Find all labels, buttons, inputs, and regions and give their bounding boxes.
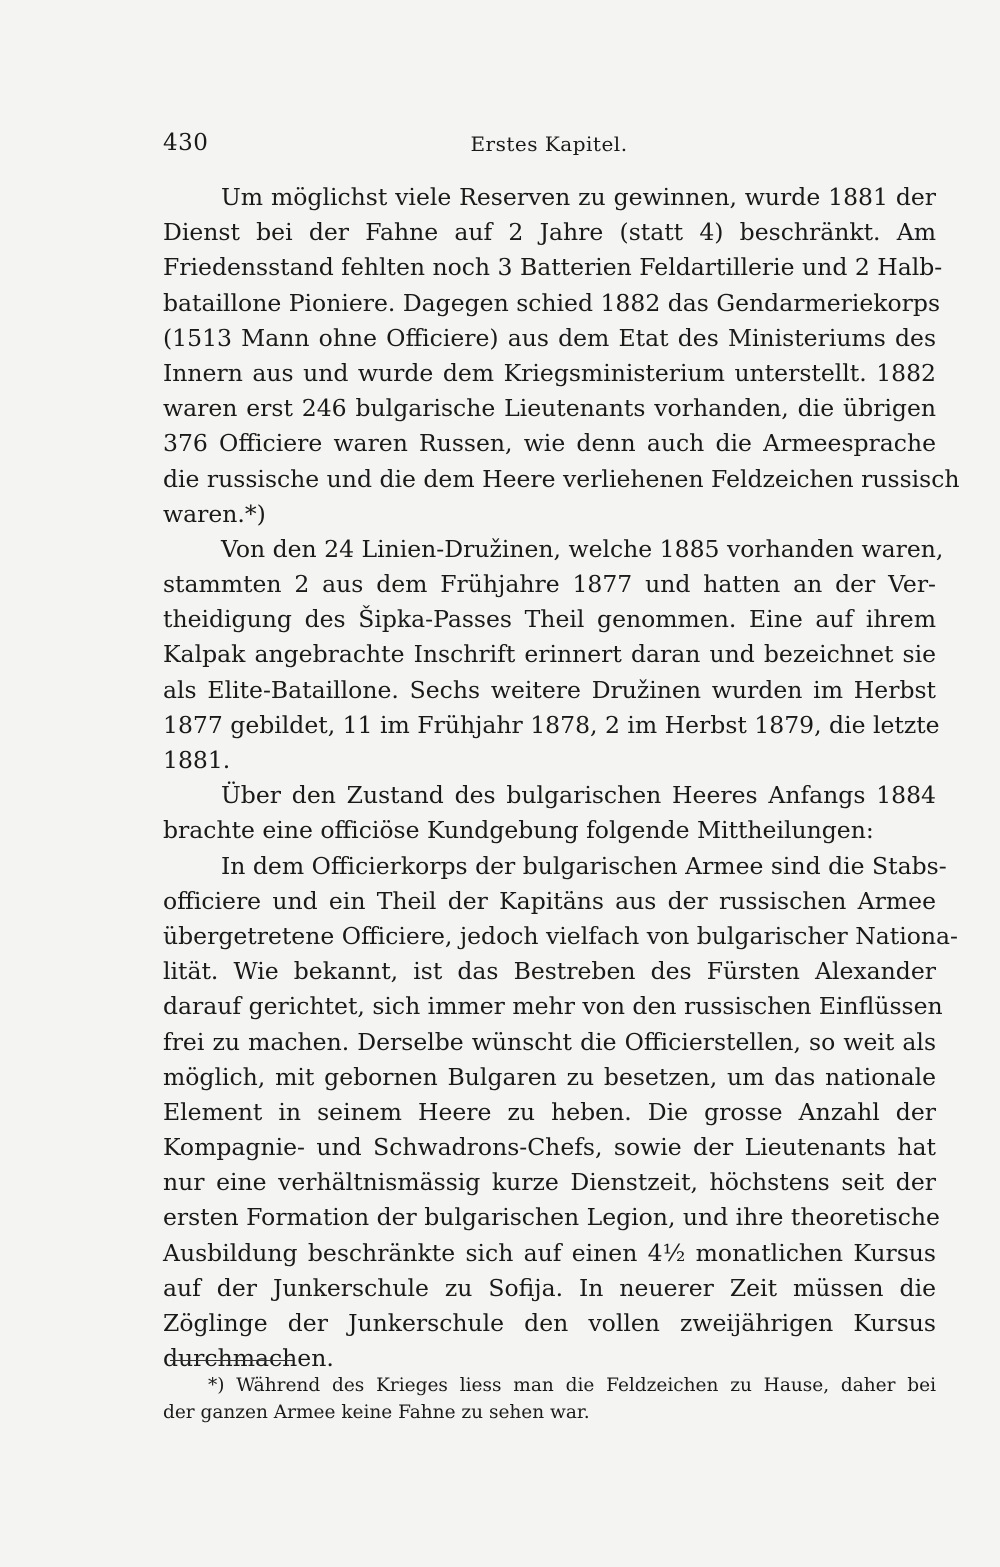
text-line: ersten Formation der bulgarischen Legion, und ihre theoretische xyxy=(163,1203,940,1232)
text-line: Dienst bei der Fahne auf 2 Jahre (statt 4) beschränkt. Am xyxy=(163,218,936,247)
text-line: waren erst 246 bulgarische Lieutenants vorhanden, die übrigen xyxy=(163,394,936,423)
text-line: frei zu machen. Derselbe wünscht die Officierstellen, so weit als xyxy=(163,1027,936,1056)
text-line: (1513 Mann ohne Officiere) aus dem Etat des Ministeriums des xyxy=(163,323,936,352)
text-line: die russische und die dem Heere verliehenen Feldzeichen russisch xyxy=(163,464,960,493)
text-line: als Elite-Bataillone. Sechs weitere Družinen wurden im Herbst xyxy=(163,675,936,704)
text-line: Friedensstand fehlten noch 3 Batterien Feldartillerie und 2 Halb- xyxy=(163,253,943,282)
footnote-line: der ganzen Armee keine Fahne zu sehen war. xyxy=(163,1402,590,1423)
running-title: Erstes Kapitel. xyxy=(470,132,628,156)
text-line: Innern aus und wurde dem Kriegsministerium unterstellt. 1882 xyxy=(163,358,936,387)
text-line: bataillone Pioniere. Dagegen schied 1882 das Gendarmeriekorps xyxy=(163,288,941,317)
text-line: nur eine verhältnismässig kurze Dienstzeit, höchstens seit der xyxy=(163,1168,936,1197)
text-line: Über den Zustand des bulgarischen Heeres Anfangs 1884 xyxy=(221,781,936,810)
text-line: Zöglinge der Junkerschule den vollen zweijährigen Kursus xyxy=(163,1309,936,1337)
text-line: Ausbildung beschränkte sich auf einen 4½ monatlichen Kursus xyxy=(163,1238,936,1267)
text-line: Von den 24 Linien-Družinen, welche 1885 vorhanden waren, xyxy=(221,534,944,563)
text-line: stammten 2 aus dem Frühjahre 1877 und hatten an der Ver- xyxy=(163,570,936,599)
text-line: durchmachen. xyxy=(163,1344,334,1373)
text-line: In dem Officierkorps der bulgarischen Armee sind die Stabs- xyxy=(221,851,947,880)
text-line: brachte eine officiöse Kundgebung folgende Mittheilungen: xyxy=(163,816,874,845)
page-header xyxy=(163,130,935,160)
text-line: übergetretene Officiere, jedoch vielfach von bulgarischer Nationa- xyxy=(163,921,958,950)
text-line: lität. Wie bekannt, ist das Bestreben des Fürsten Alexander xyxy=(163,957,936,986)
text-line: 1881. xyxy=(163,746,231,774)
text-line: auf der Junkerschule zu Sofija. In neuerer Zeit müssen die xyxy=(163,1273,936,1302)
text-line: Element in seinem Heere zu heben. Die grosse Anzahl der xyxy=(163,1097,936,1126)
footnote-line: *) Während des Krieges liess man die Feldzeichen zu Hause, daher bei xyxy=(208,1375,936,1396)
text-line: darauf gerichtet, sich immer mehr von den russischen Einflüssen xyxy=(163,992,943,1021)
text-line: theidigung des Šipka-Passes Theil genommen. Eine auf ihrem xyxy=(163,605,936,634)
text-line: officiere und ein Theil der Kapitäns aus der russischen Armee xyxy=(163,886,936,915)
text-line: 376 Officiere waren Russen, wie denn auch die Armeesprache xyxy=(163,429,936,458)
text-line: 1877 gebildet, 11 im Frühjahr 1878, 2 im Herbst 1879, die letzte xyxy=(163,710,940,739)
body-text xyxy=(163,180,960,1376)
text-line: Kalpak angebrachte Inschrift erinnert daran und bezeichnet sie xyxy=(163,640,936,669)
footnote-divider xyxy=(170,1360,293,1361)
text-line: möglich, mit gebornen Bulgaren zu besetzen, um das nationale xyxy=(163,1062,936,1091)
text-line: waren.*) xyxy=(163,499,266,528)
page-number: 430 xyxy=(163,130,209,156)
footnote xyxy=(163,1372,936,1426)
text-line: Kompagnie- und Schwadrons-Chefs, sowie der Lieutenants hat xyxy=(163,1133,936,1162)
text-line: Um möglichst viele Reserven zu gewinnen, wurde 1881 der xyxy=(221,183,936,211)
